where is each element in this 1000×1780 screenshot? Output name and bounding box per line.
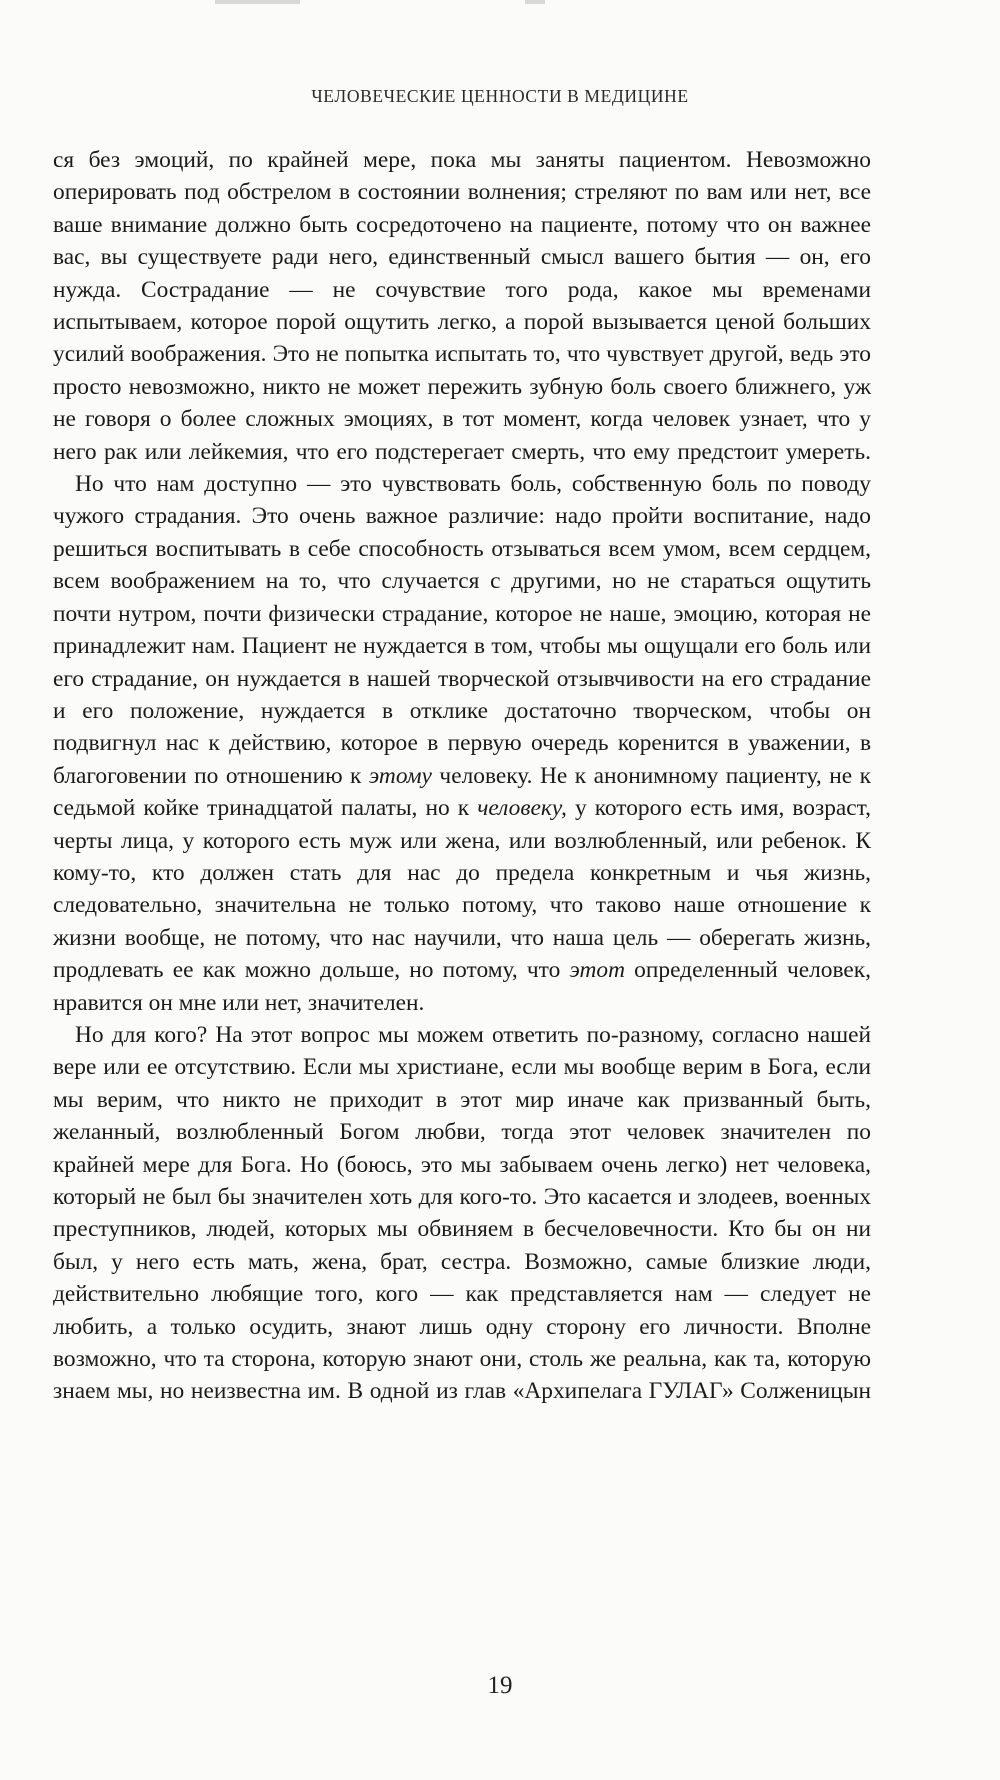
- paragraph-2-text: у которого есть имя, возраст, черты лица, у которого есть муж или жена, или возлюбленный, или ребенок. К кому-то, кто должен стать для нас до предела конкретным и чья жизнь, следовательно, значительна не только потому, что таково наше отношение к жизни вообще, не потому, что нас научили, что наша цель — оберегать жизнь, продлевать ее как можно дольше, но потому, что: [53, 795, 871, 984]
- paragraph-1: ся без эмоций, по крайней мере, пока мы заняты пациентом. Невозможно оперировать под обстрелом в состоянии волнения; стреляют по вам или нет, все ваше внимание должно быть сосредоточено на пациенте, потому что он важнее вас, вы существуете ради него, единственный смысл вашего бытия — он, его нужда. Сострадание — не сочувствие того рода, какое мы временами испытываем, которое порой ощутить легко, а порой вызывается ценой больших усилий воображения. Это не попытка испытать то, что чувствует другой, ведь это просто невозможно, никто не может пережить зубную боль своего ближнего, уж не говоря о более сложных эмоциях, в тот момент, когда человек узнает, что у него рак или лейкемия, что его подстерегает смерть, что ему предстоит умереть.: [53, 147, 871, 465]
- text-block: [53, 144, 871, 1408]
- paragraph-2: [53, 468, 871, 1019]
- paragraph-3: Но для кого? На этот вопрос мы можем ответить по-разному, согласно нашей вере или ее отсутствию. Если мы христиане, если мы вообще верим в Бога, если мы верим, что никто не приходит в этот мир иначе как призванный быть, желанный, возлюбленный Богом любви, тогда этот человек значителен по крайней мере для Бога. Но (боюсь, это мы забываем очень легко) нет человека, который не был бы значителен хоть для кого-то. Это касается и злодеев, военных преступников, людей, которых мы обвиняем в бесчеловечности. Кто бы он ни был, у него есть мать, жена, брат, сестра. Возможно, самые близкие люди, действительно любящие того, кого — как представляется нам — следует не любить, а только осудить, знают лишь одну сторону его личности. Вполне возможно, что та сторона, которую знают они, столь же реальна, как та, которую знаем мы, но неизвестна им. В одной из глав «Архипелага ГУЛАГ» Солженицын: [53, 1021, 871, 1405]
- paragraph-2-text: человеку. Не к анонимному пациенту, не к седьмой койке тринадцатой палаты, но к: [53, 762, 871, 822]
- emphasis-text: человеку,: [477, 795, 567, 822]
- emphasis-text: этот: [569, 957, 625, 984]
- paragraph-2-text: определенный человек, нравится он мне или нет, значителен.: [53, 957, 871, 1016]
- scan-edge-mark: [525, 0, 545, 4]
- paragraph-2-text: Но что нам доступно — это чувствовать боль, собственную боль по поводу чужого страдания. Это очень важное различие: надо пройти воспитание, надо решиться воспитывать в себе способность отзываться всем умом, всем сердцем, всем воображением на то, что случается с другими, но не стараться ощутить почти нутром, почти физически страдание, которое не наше, эмоцию, которая не принадлежит нам. Пациент не нуждается в том, чтобы мы ощущали его боль или его страдание, он нуждается в нашей творческой отзывчивости на его страдание и его положение, нуждается в отклике достаточно творческом, чтобы он подвигнул нас к действию, которое в первую очередь коренится в уважении, в благоговении по отношению к: [53, 471, 871, 789]
- emphasis-text: этому: [368, 762, 432, 789]
- scan-edge-mark: [215, 0, 300, 4]
- running-header: ЧЕЛОВЕЧЕСКИЕ ЦЕННОСТИ В МЕДИЦИНЕ: [311, 86, 689, 106]
- page-number: 19: [487, 1672, 513, 1699]
